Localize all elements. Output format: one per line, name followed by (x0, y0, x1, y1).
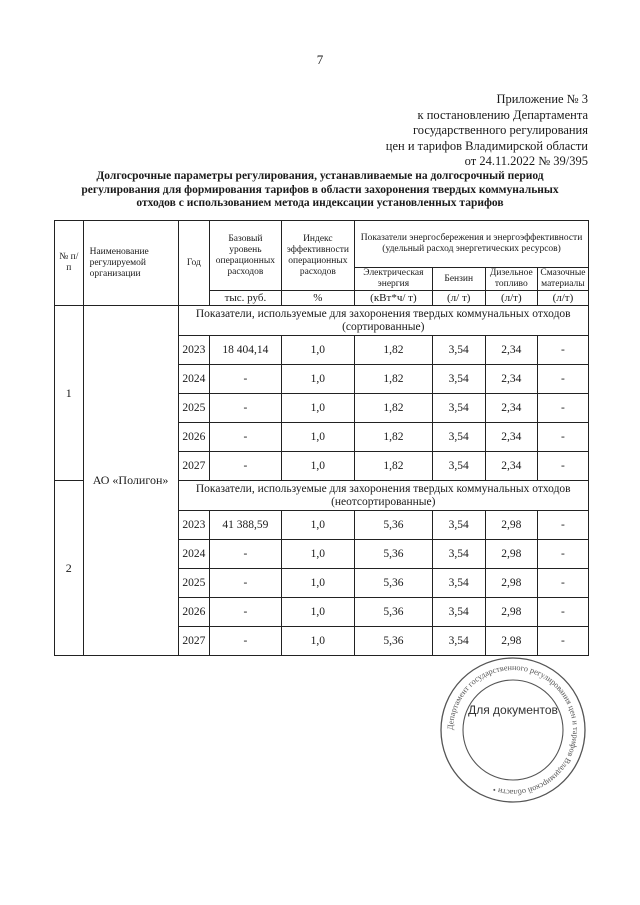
title-line: регулирования для формирования тарифов в области захоронения твердых коммунальных (81, 183, 559, 196)
cell-electricity: 1,82 (355, 394, 433, 423)
cell-base-level: - (210, 598, 281, 627)
appendix-line: от 24.11.2022 № 39/395 (464, 154, 588, 168)
cell-efficiency: 1,0 (281, 394, 355, 423)
unit-electricity: (кВт*ч/ т) (355, 291, 433, 306)
cell-lubricants: - (537, 365, 588, 394)
cell-year: 2026 (178, 598, 210, 627)
cell-diesel: 2,34 (485, 452, 537, 481)
cell-year: 2023 (178, 511, 210, 540)
cell-gasoline: 3,54 (432, 365, 485, 394)
cell-diesel: 2,34 (485, 365, 537, 394)
cell-lubricants: - (537, 423, 588, 452)
cell-gasoline: 3,54 (432, 627, 485, 656)
header-efficiency: Индекс эффективности операционных расходов (281, 221, 355, 291)
cell-lubricants: - (537, 511, 588, 540)
unit-lubricants: (л/т) (537, 291, 588, 306)
cell-gasoline: 3,54 (432, 598, 485, 627)
cell-electricity: 5,36 (355, 540, 433, 569)
cell-year: 2025 (178, 569, 210, 598)
cell-gasoline: 3,54 (432, 540, 485, 569)
cell-year: 2024 (178, 365, 210, 394)
cell-gasoline: 3,54 (432, 452, 485, 481)
cell-efficiency: 1,0 (281, 627, 355, 656)
cell-lubricants: - (537, 598, 588, 627)
cell-base-level: - (210, 540, 281, 569)
cell-efficiency: 1,0 (281, 336, 355, 365)
stamp-center-text: Для документов (468, 703, 558, 717)
cell-lubricants: - (537, 569, 588, 598)
cell-efficiency: 1,0 (281, 452, 355, 481)
appendix-block (328, 92, 588, 170)
cell-diesel: 2,98 (485, 598, 537, 627)
stamp-ring-text: Департамент государственного регулирования цен и тарифов Владимирской области • (445, 662, 581, 798)
cell-gasoline: 3,54 (432, 511, 485, 540)
cell-lubricants: - (537, 394, 588, 423)
title-line: отходов с использованием метода индексации установленных тарифов (136, 197, 504, 209)
cell-base-level: 18 404,14 (210, 336, 281, 365)
cell-year: 2024 (178, 540, 210, 569)
cell-electricity: 5,36 (355, 598, 433, 627)
header-year: Год (178, 221, 210, 306)
header-lubricants: Смазочные материалы (537, 268, 588, 291)
cell-diesel: 2,34 (485, 394, 537, 423)
section-header-row (55, 306, 589, 336)
cell-base-level: 41 388,59 (210, 511, 281, 540)
cell-efficiency: 1,0 (281, 365, 355, 394)
page-number: 7 (316, 52, 324, 67)
cell-diesel: 2,34 (485, 336, 537, 365)
cell-diesel: 2,34 (485, 423, 537, 452)
cell-gasoline: 3,54 (432, 423, 485, 452)
unit-gasoline: (л/ т) (432, 291, 485, 306)
cell-gasoline: 3,54 (432, 336, 485, 365)
cell-base-level: - (210, 423, 281, 452)
cell-lubricants: - (537, 336, 588, 365)
header-diesel: Дизельное топливо (485, 268, 537, 291)
section-title: Показатели, используемые для захоронения твердых коммунальных отходов (сортированные) (178, 306, 588, 336)
cell-base-level: - (210, 394, 281, 423)
cell-base-level: - (210, 365, 281, 394)
document-title (70, 170, 570, 211)
cell-base-level: - (210, 569, 281, 598)
cell-diesel: 2,98 (485, 540, 537, 569)
cell-electricity: 1,82 (355, 365, 433, 394)
section-number: 2 (55, 481, 84, 656)
cell-gasoline: 3,54 (432, 394, 485, 423)
cell-efficiency: 1,0 (281, 569, 355, 598)
cell-electricity: 1,82 (355, 336, 433, 365)
cell-year: 2027 (178, 452, 210, 481)
header-gasoline: Бензин (432, 268, 485, 291)
cell-efficiency: 1,0 (281, 511, 355, 540)
header-org-name: Наименование регулируемой организации (83, 221, 178, 306)
cell-diesel: 2,98 (485, 569, 537, 598)
cell-base-level: - (210, 627, 281, 656)
cell-year: 2025 (178, 394, 210, 423)
cell-electricity: 1,82 (355, 452, 433, 481)
unit-base-level: тыс. руб. (210, 291, 281, 306)
official-stamp (438, 655, 588, 805)
unit-efficiency: % (281, 291, 355, 306)
appendix-line: Приложение № 3 (496, 92, 588, 106)
appendix-line: цен и тарифов Владимирской области (385, 138, 588, 153)
appendix-line: к постановлению Департамента (417, 107, 588, 122)
unit-diesel: (л/т) (485, 291, 537, 306)
cell-lubricants: - (537, 540, 588, 569)
cell-efficiency: 1,0 (281, 598, 355, 627)
cell-year: 2026 (178, 423, 210, 452)
cell-diesel: 2,98 (485, 511, 537, 540)
cell-efficiency: 1,0 (281, 423, 355, 452)
cell-electricity: 5,36 (355, 569, 433, 598)
cell-efficiency: 1,0 (281, 540, 355, 569)
cell-diesel: 2,98 (485, 627, 537, 656)
stamp-inner-ring (463, 680, 563, 780)
section-number: 1 (55, 306, 84, 481)
title-line: Долгосрочные параметры регулирования, устанавливаемые на долгосрочный период (96, 170, 544, 182)
header-electricity: Электрическая энергия (355, 268, 433, 291)
cell-electricity: 5,36 (355, 511, 433, 540)
cell-gasoline: 3,54 (432, 569, 485, 598)
header-row (55, 221, 589, 268)
appendix-line: государственного регулирования (412, 123, 588, 137)
cell-base-level: - (210, 452, 281, 481)
organization-name: АО «Полигон» (83, 306, 178, 656)
cell-lubricants: - (537, 627, 588, 656)
cell-year: 2027 (178, 627, 210, 656)
header-energy-group: Показатели энергосбережения и энергоэффективности (удельный расход энергетических ресурсов) (355, 221, 589, 268)
section-title: Показатели, используемые для захоронения твердых коммунальных отходов (неотсортированные) (178, 481, 588, 511)
cell-electricity: 5,36 (355, 627, 433, 656)
tariff-parameters-table (54, 220, 589, 656)
cell-electricity: 1,82 (355, 423, 433, 452)
header-num: № п/п (55, 221, 84, 306)
header-base-level: Базовый уровень операционных расходов (210, 221, 281, 291)
cell-lubricants: - (537, 452, 588, 481)
cell-year: 2023 (178, 336, 210, 365)
